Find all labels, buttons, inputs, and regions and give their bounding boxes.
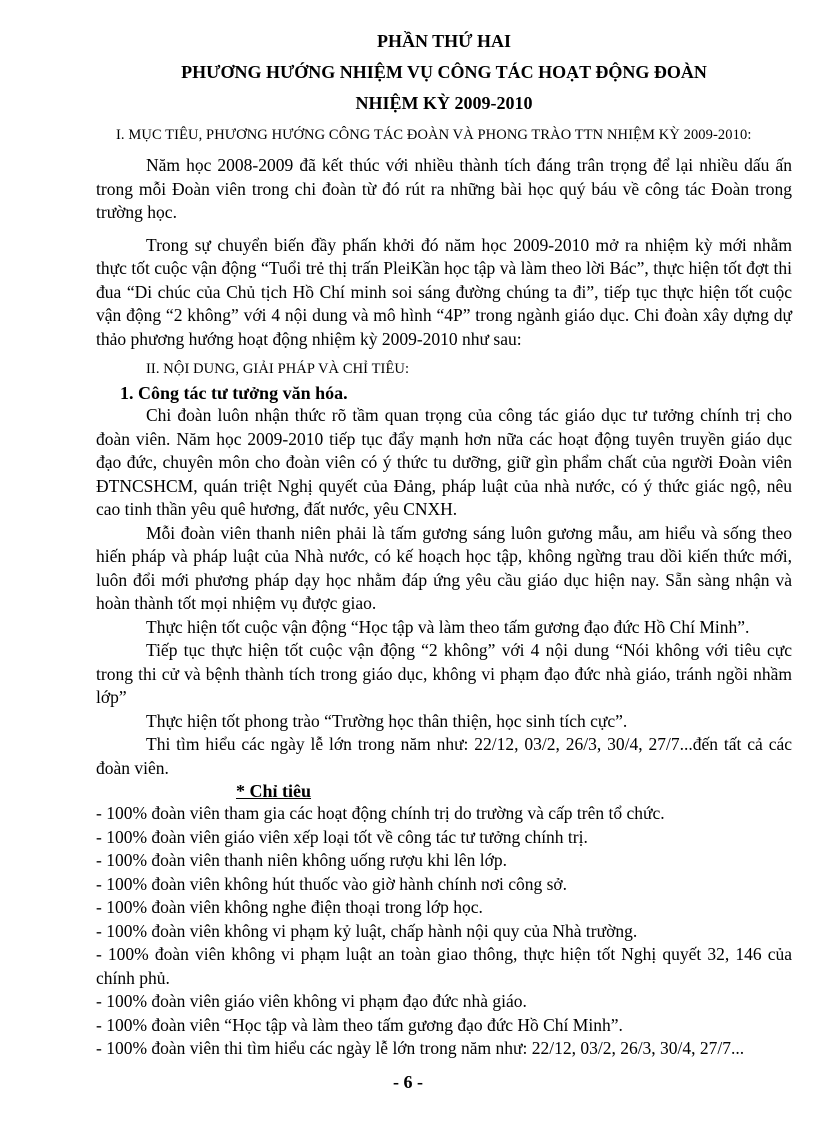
list-item: - 100% đoàn viên thi tìm hiểu các ngày lễ lớn trong năm như: 22/12, 03/2, 26/3, 30/4, 27/7... — [96, 1038, 745, 1058]
section-heading-content: II. NỘI DUNG, GIẢI PHÁP VÀ CHỈ TIÊU: — [146, 361, 410, 377]
paragraph: Mỗi đoàn viên thanh niên phải là tấm gương sáng luôn gương mẫu, am hiểu và sống theo hiến pháp và pháp luật của Nhà nước, có kế hoạch học tập, không ngừng trau dồi kiến thức mới, luôn đổi mới phương pháp dạy học nhằm đáp ứng yêu cầu giáo dục hiện nay. Sẵn sàng nhận và hoàn thành tốt mọi nhiệm vụ được giao. — [96, 522, 792, 613]
list-item: - 100% đoàn viên thanh niên không uống rượu khi lên lớp. — [96, 850, 507, 870]
part-title: PHẦN THỨ HAI — [376, 31, 511, 51]
paragraph: Trong sự chuyển biến đầy phấn khởi đó năm học 2009-2010 mở ra nhiệm kỳ mới nhằm thực tốt cuộc vận động “Tuổi trẻ thị trấn PleiKần học tập và làm theo lời Bác”, thực hiện tốt đợt thi đua “Di chúc của Chủ tịch Hồ Chí minh soi sáng đường chúng ta đi”, tiếp tục thực hiện tốt cuộc vận động “2 không” với 4 nội dung và mô hình “4P” trong ngành giáo dục. Chi đoàn xây dựng dự thảo phương hướng hoạt động nhiệm kỳ 2009-2010 như sau: — [96, 234, 792, 349]
list-item: - 100% đoàn viên giáo viên không vi phạm đạo đức nhà giáo. — [96, 991, 527, 1011]
list-item: - 100% đoàn viên không hút thuốc vào giờ hành chính nơi công sở. — [96, 873, 568, 894]
list-item: - 100% đoàn viên giáo viên xếp loại tốt về công tác tư tưởng chính trị. — [96, 826, 588, 847]
paragraph: Tiếp tục thực hiện tốt cuộc vận động “2 không” với 4 nội dung “Nói không với tiêu cực trong thi cử và bệnh thành tích trong giáo dục, không vi phạm đạo đức nhà giáo, tránh ngồi nhầm lớp” — [96, 640, 792, 707]
list-item: - 100% đoàn viên tham gia các hoạt động chính trị do trường và cấp trên tổ chức. — [96, 803, 665, 823]
list-item: - 100% đoàn viên “Học tập và làm theo tấm gương đạo đức Hồ Chí Minh”. — [96, 1014, 623, 1035]
list-item: - 100% đoàn viên không nghe điện thoại trong lớp học. — [96, 897, 483, 917]
paragraph: Năm học 2008-2009 đã kết thúc với nhiều thành tích đáng trân trọng để lại nhiều dấu ấn trong mỗi Đoàn viên trong chi đoàn từ đó rút ra những bài học quý báu về công tác Đoàn trong trường học. — [96, 155, 792, 222]
section-heading-goals: I. MỤC TIÊU, PHƯƠNG HƯỚNG CÔNG TÁC ĐOÀN VÀ PHONG TRÀO TTN NHIỆM KỲ 2009-2010: — [116, 127, 752, 143]
paragraph: Thực hiện tốt cuộc vận động “Học tập và làm theo tấm gương đạo đức Hồ Chí Minh”. — [146, 616, 750, 637]
page-number: - 6 - — [393, 1072, 423, 1092]
subsection-heading: 1. Công tác tư tưởng văn hóa. — [120, 383, 348, 403]
list-item: - 100% đoàn viên không vi phạm kỷ luật, chấp hành nội quy của Nhà trường. — [96, 920, 638, 941]
targets-heading: * Chỉ tiêu — [236, 781, 312, 801]
paragraph: Thực hiện tốt phong trào “Trường học thân thiện, học sinh tích cực”. — [146, 710, 628, 731]
paragraph: Thi tìm hiểu các ngày lễ lớn trong năm như: 22/12, 03/2, 26/3, 30/4, 27/7...đến tất cả các đoàn viên. — [96, 734, 792, 778]
term-title: NHIỆM KỲ 2009-2010 — [355, 93, 533, 113]
list-item: - 100% đoàn viên không vi phạm luật an toàn giao thông, thực hiện tốt Nghị quyết 32, 146 của chính phủ. — [96, 944, 792, 988]
paragraph: Chi đoàn luôn nhận thức rõ tầm quan trọng của công tác giáo dục tư tưởng chính trị cho đoàn viên. Năm học 2009-2010 tiếp tục đẩy mạnh hơn nữa các hoạt động tuyên truyền giáo dục đạo đức, chuyên môn cho đoàn viên có ý thức tu dưỡng, giữ gìn phẩm chất của người Đoàn viên ĐTNCSHCM, quán triệt Nghị quyết của Đảng, pháp luật của nhà nước, có ý thức giác ngộ, nêu cao tinh thần yêu quê hương, đất nước, yêu CNXH. — [96, 405, 792, 519]
document-title: PHƯƠNG HƯỚNG NHIỆM VỤ CÔNG TÁC HOẠT ĐỘNG ĐOÀN — [181, 62, 707, 82]
document-page — [96, 24, 792, 1061]
